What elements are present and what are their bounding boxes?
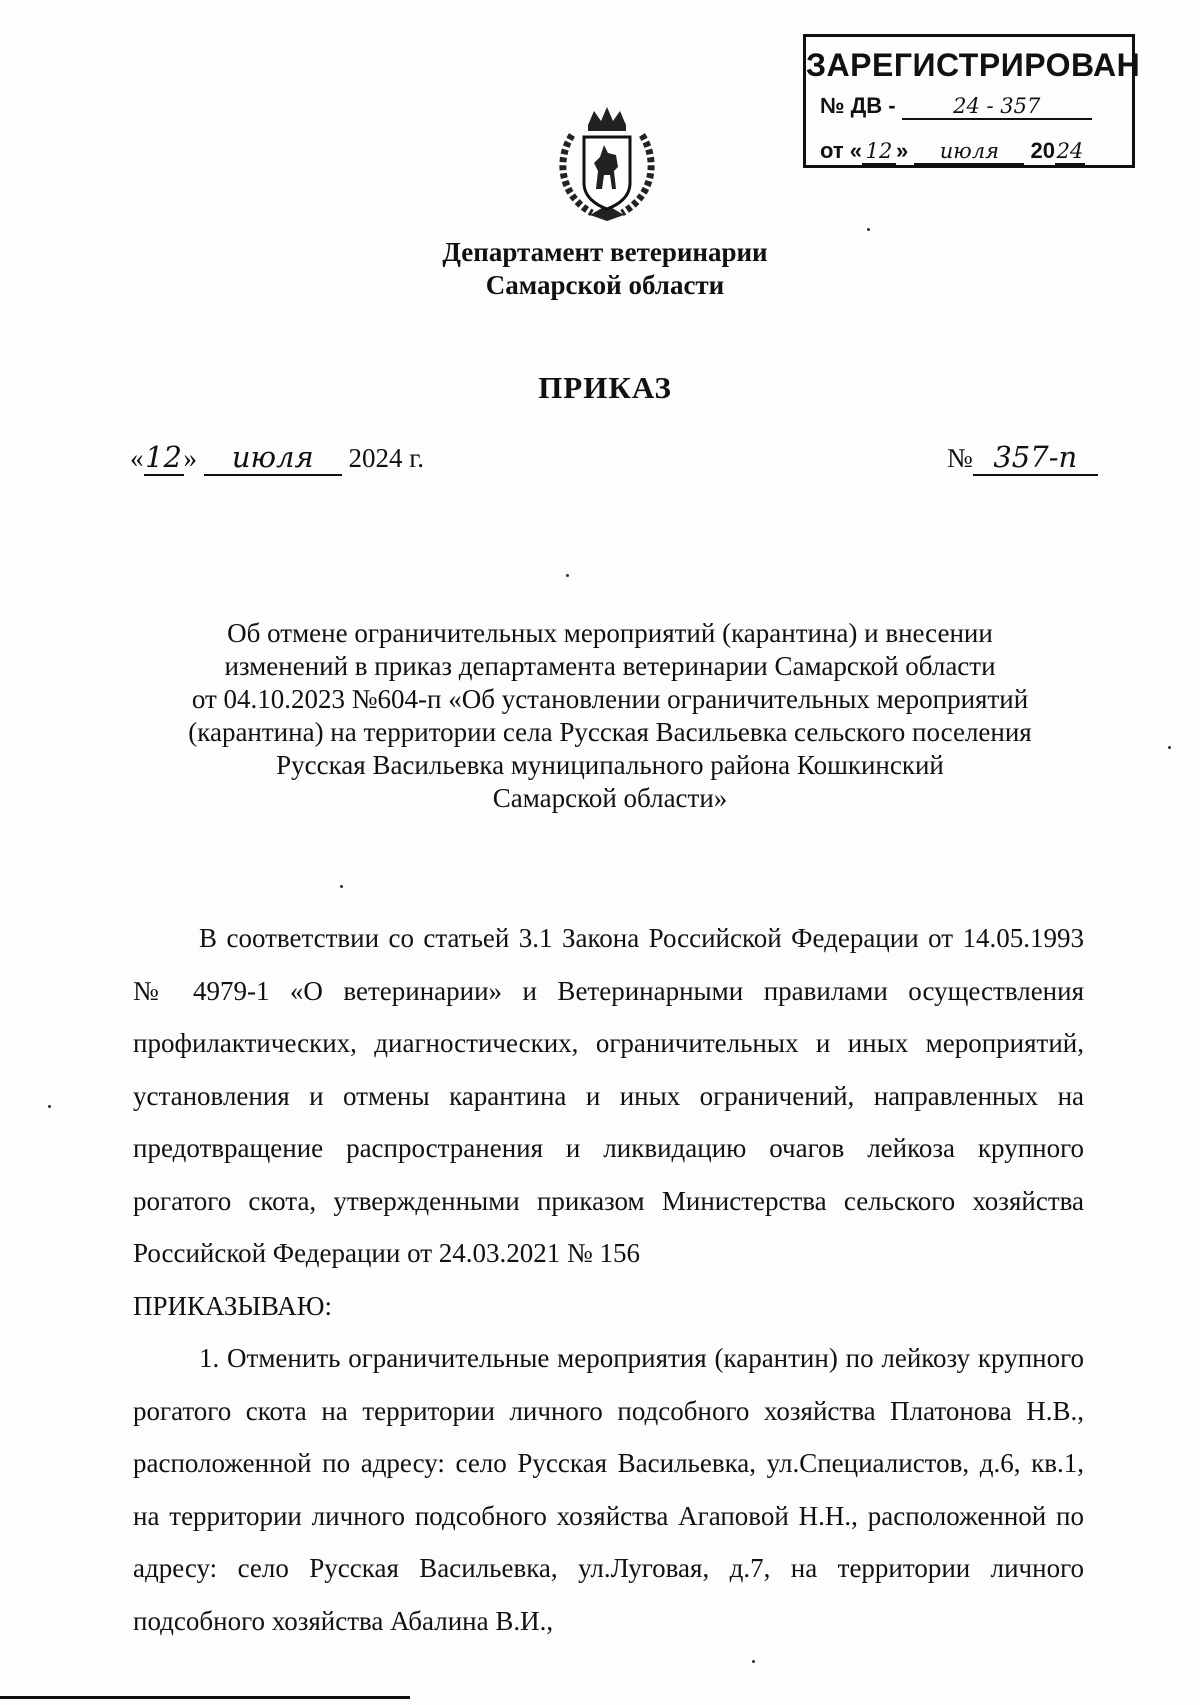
preamble-paragraph: В соответствии со статьей 3.1 Закона Российской Федерации от 14.05.1993 № 4979-1 «О ветеринарии» и Ветеринарными правилами осуществления профилактических, диагностических, ограничительных и иных мероприятий, установления и отмены карантина и иных ограничений, направленных на предотвращение распространения и ликвидацию очагов лейкоза крупного рогатого скота, утвержденными приказом Министерства сельского хозяйства Российской Федерации от 24.03.2021 № 156 [133,923,1084,1268]
scan-speck [867,228,870,231]
date-day: 12 [145,440,182,474]
date-month: июля [204,440,342,476]
samara-coat-of-arms-icon [552,105,662,223]
stamp-day: 12 [862,139,896,165]
item-1-paragraph: 1. Отменить ограничительные мероприятия (карантин) по лейкозу крупного рогатого скота на территории личного подсобного хозяйства Платонова Н.В., расположенной по адресу: село Русская Васильевка, ул.Специалистов, д.6, кв.1, на территории личного подсобного хозяйства Агаповой Н.Н., расположенной по адресу: село Русская Васильевка, ул.Луговая, д.7, на территории личного подсобного хозяйства Абалина В.И., [133,1343,1084,1636]
order-word: ПРИКАЗЫВАЮ: [133,1290,332,1321]
subject-line: Об отмене ограничительных мероприятий (карантина) и внесении [227,618,993,648]
stamp-date-mid: » [896,138,909,163]
order-number [947,440,1098,476]
order-number-label: № [947,443,973,473]
order-body [133,912,1084,1647]
org-line-2: Самарской области [485,270,725,300]
date-open-quote: « [130,443,144,473]
date-year: 2024 г. [348,443,425,473]
stamp-number-row [820,93,1092,120]
subject-line: от 04.10.2023 №604-п «Об установлении ограничительных мероприятий [191,684,1029,714]
stamp-date-prefix: от « [820,138,863,163]
scan-speck [1168,746,1171,749]
org-line-1: Департамент ветеринарии [442,237,768,267]
stamp-year-suffix: 24 [1056,139,1084,163]
subject-line: (карантина) на территории села Русская Васильевка сельского поселения [188,717,1032,747]
stamp-number-value: 24 - 357 [902,94,1092,120]
document-type: ПРИКАЗ [538,370,672,405]
scan-speck [48,1105,51,1108]
stamp-title: ЗАРЕГИСТРИРОВАН [806,47,1141,83]
date-close-quote: » [183,443,197,473]
scan-speck [752,1660,755,1663]
order-subject [150,617,1070,815]
scan-speck [340,885,343,888]
organization-name [0,236,1200,302]
registration-stamp [803,34,1141,168]
subject-line: Самарской области» [492,783,728,813]
stamp-date-row [820,138,1085,165]
order-number-value: 357-п [973,440,1098,476]
order-date [130,440,424,476]
bottom-rule [0,1696,410,1699]
subject-line: изменений в приказ департамента ветеринарии Самарской области [224,651,996,681]
stamp-month: июля [914,139,1024,165]
stamp-number-label: № ДВ - [820,93,896,118]
scan-speck [566,574,569,577]
subject-line: Русская Васильевка муниципального района Кошкинский [276,750,944,780]
stamp-year-prefix: 20 [1030,138,1055,163]
